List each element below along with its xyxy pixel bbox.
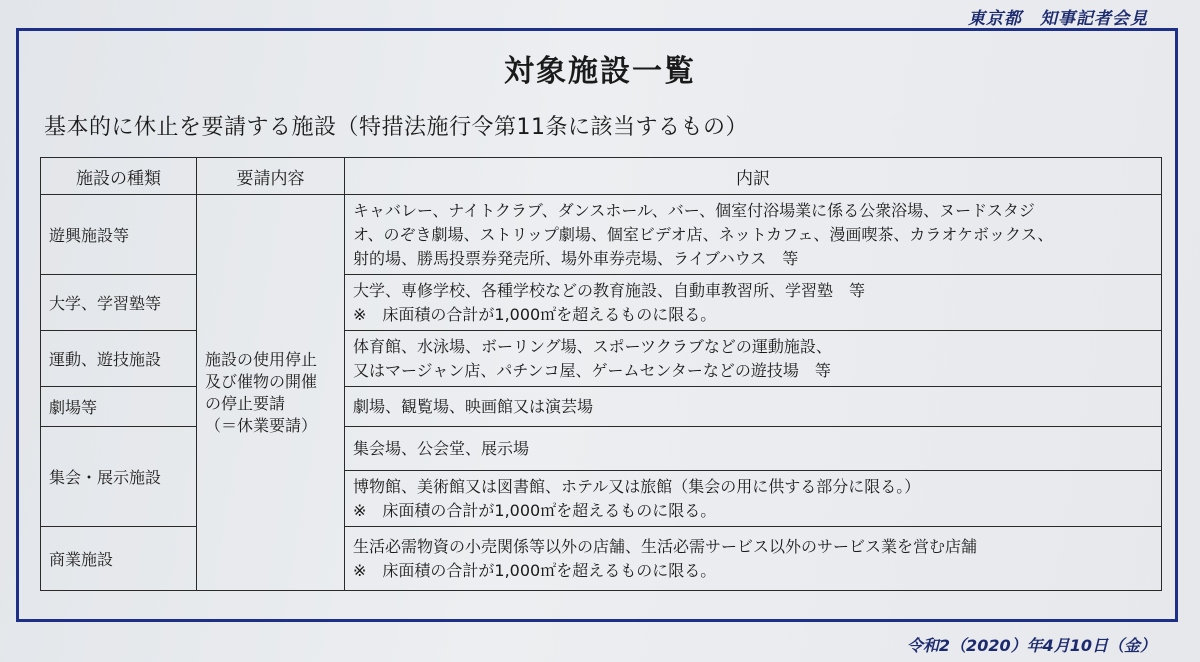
detail-line: キャバレー、ナイトクラブ、ダンスホール、バー、個室付浴場業に係る公衆浴場、ヌードスタジ: [353, 200, 1035, 220]
detail-line: 劇場、観覧場、映画館又は演芸場: [353, 396, 594, 416]
page-title: 対象施設一覧: [504, 54, 696, 89]
table-header-row: [41, 158, 1162, 195]
facility-type-cell: 運動、遊技施設: [41, 331, 197, 387]
request-line: 施設の使用停止: [205, 349, 318, 369]
detail-note: ※ 床面積の合計が1,000㎡を超えるものに限る。: [353, 500, 717, 520]
detail-line: 大学、専修学校、各種学校などの教育施設、自動車教習所、学習塾 等: [353, 280, 866, 300]
detail-line: 体育館、水泳場、ボーリング場、スポーツクラブなどの運動施設、: [353, 336, 832, 356]
detail-cell: [345, 387, 1162, 427]
facility-type-cell: 遊興施設等: [41, 195, 197, 275]
page-subtitle: 基本的に休止を要請する施設（特措法施行令第11条に該当するもの）: [44, 115, 748, 140]
detail-line: 又はマージャン店、パチンコ屋、ゲームセンターなどの遊技場 等: [353, 360, 831, 380]
facility-type-cell: 集会・展示施設: [41, 427, 197, 527]
detail-note: ※ 床面積の合計が1,000㎡を超えるものに限る。: [353, 560, 717, 580]
facilities-table: [40, 157, 1162, 591]
detail-line: オ、のぞき劇場、ストリップ劇場、個室ビデオ店、ネットカフェ、漫画喫茶、カラオケボックス、: [353, 224, 1054, 244]
header-facility-type: 施設の種類: [41, 158, 197, 195]
detail-line: 射的場、勝馬投票券発売所、場外車券売場、ライブハウス 等: [353, 248, 799, 268]
facility-type-cell: 大学、学習塾等: [41, 275, 197, 331]
detail-cell: [345, 195, 1162, 275]
document-date: 令和2（2020）年4月10日（金）: [906, 636, 1156, 655]
detail-line: 生活必需物資の小売関係等以外の店舗、生活必需サービス以外のサービス業を営む店舗: [353, 536, 978, 556]
header-organization: 東京都 知事記者会見: [968, 9, 1148, 29]
table-row: [41, 195, 1162, 275]
detail-cell: [345, 275, 1162, 331]
facility-type-cell: 劇場等: [41, 387, 197, 427]
detail-cell: [345, 471, 1162, 527]
request-content-cell: [197, 195, 345, 591]
header-request-content: 要請内容: [197, 158, 345, 195]
header-breakdown: 内訳: [345, 158, 1162, 195]
detail-cell: [345, 527, 1162, 591]
detail-note: ※ 床面積の合計が1,000㎡を超えるものに限る。: [353, 304, 717, 324]
facility-type-cell: 商業施設: [41, 527, 197, 591]
detail-line: 集会場、公会堂、展示場: [353, 438, 530, 458]
request-line: 及び催物の開催: [205, 371, 318, 391]
request-line: （＝休業要請）: [205, 415, 318, 435]
request-line: の停止要請: [205, 393, 286, 413]
detail-cell: [345, 427, 1162, 471]
detail-line: 博物館、美術館又は図書館、ホテル又は旅館（集会の用に供する部分に限る。）: [353, 476, 921, 496]
detail-cell: [345, 331, 1162, 387]
